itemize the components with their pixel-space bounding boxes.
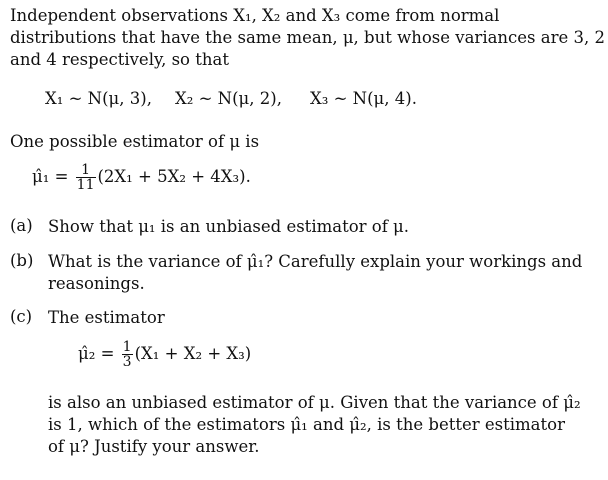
part-c-label: (c) (10, 307, 33, 326)
estimator-1-fraction (76, 163, 96, 192)
distribution-x2: X₂ ~ N(μ, 2), (175, 89, 282, 108)
part-b-line-2: reasonings. (48, 274, 145, 293)
estimator-1-numerator: 1 (81, 162, 91, 178)
estimator-1-equation (32, 163, 251, 192)
part-c-line-2: is 1, which of the estimators μ̂₁ and μ̂₂, is the better estimator (48, 415, 565, 434)
estimator-2-fraction (122, 340, 133, 369)
estimator-2-lhs: μ̂₂ = (78, 344, 115, 363)
estimator-intro: One possible estimator of μ is (10, 132, 260, 151)
part-c-intro: The estimator (48, 308, 165, 327)
estimator-2-numerator: 1 (122, 339, 132, 355)
estimator-1-lhs: μ̂₁ = (32, 167, 69, 186)
part-a-text: Show that μ₁ is an unbiased estimator of μ. (48, 217, 410, 236)
intro-line-1: Independent observations X₁, X₂ and X₃ come from normal (10, 6, 500, 25)
distribution-x1: X₁ ~ N(μ, 3), (45, 89, 152, 108)
estimator-1-rhs: (2X₁ + 5X₂ + 4X₃). (97, 167, 251, 186)
part-b-label: (b) (10, 251, 34, 270)
part-c-line-1: is also an unbiased estimator of μ. Given that the variance of μ̂₂ (48, 393, 581, 412)
part-a-label: (a) (10, 216, 33, 235)
estimator-1-denominator: 11 (76, 177, 95, 193)
intro-line-2: distributions that have the same mean, μ, but whose variances are 3, 2 (10, 28, 605, 47)
estimator-2-equation (78, 340, 251, 369)
intro-line-3: and 4 respectively, so that (10, 50, 229, 69)
estimator-2-denominator: 3 (122, 354, 132, 370)
estimator-2-rhs: (X₁ + X₂ + X₃) (134, 344, 252, 363)
part-c-line-3: of μ? Justify your answer. (48, 437, 260, 456)
distribution-x3: X₃ ~ N(μ, 4). (310, 89, 417, 108)
part-b-line-1: What is the variance of μ̂₁? Carefully explain your workings and (48, 252, 583, 271)
